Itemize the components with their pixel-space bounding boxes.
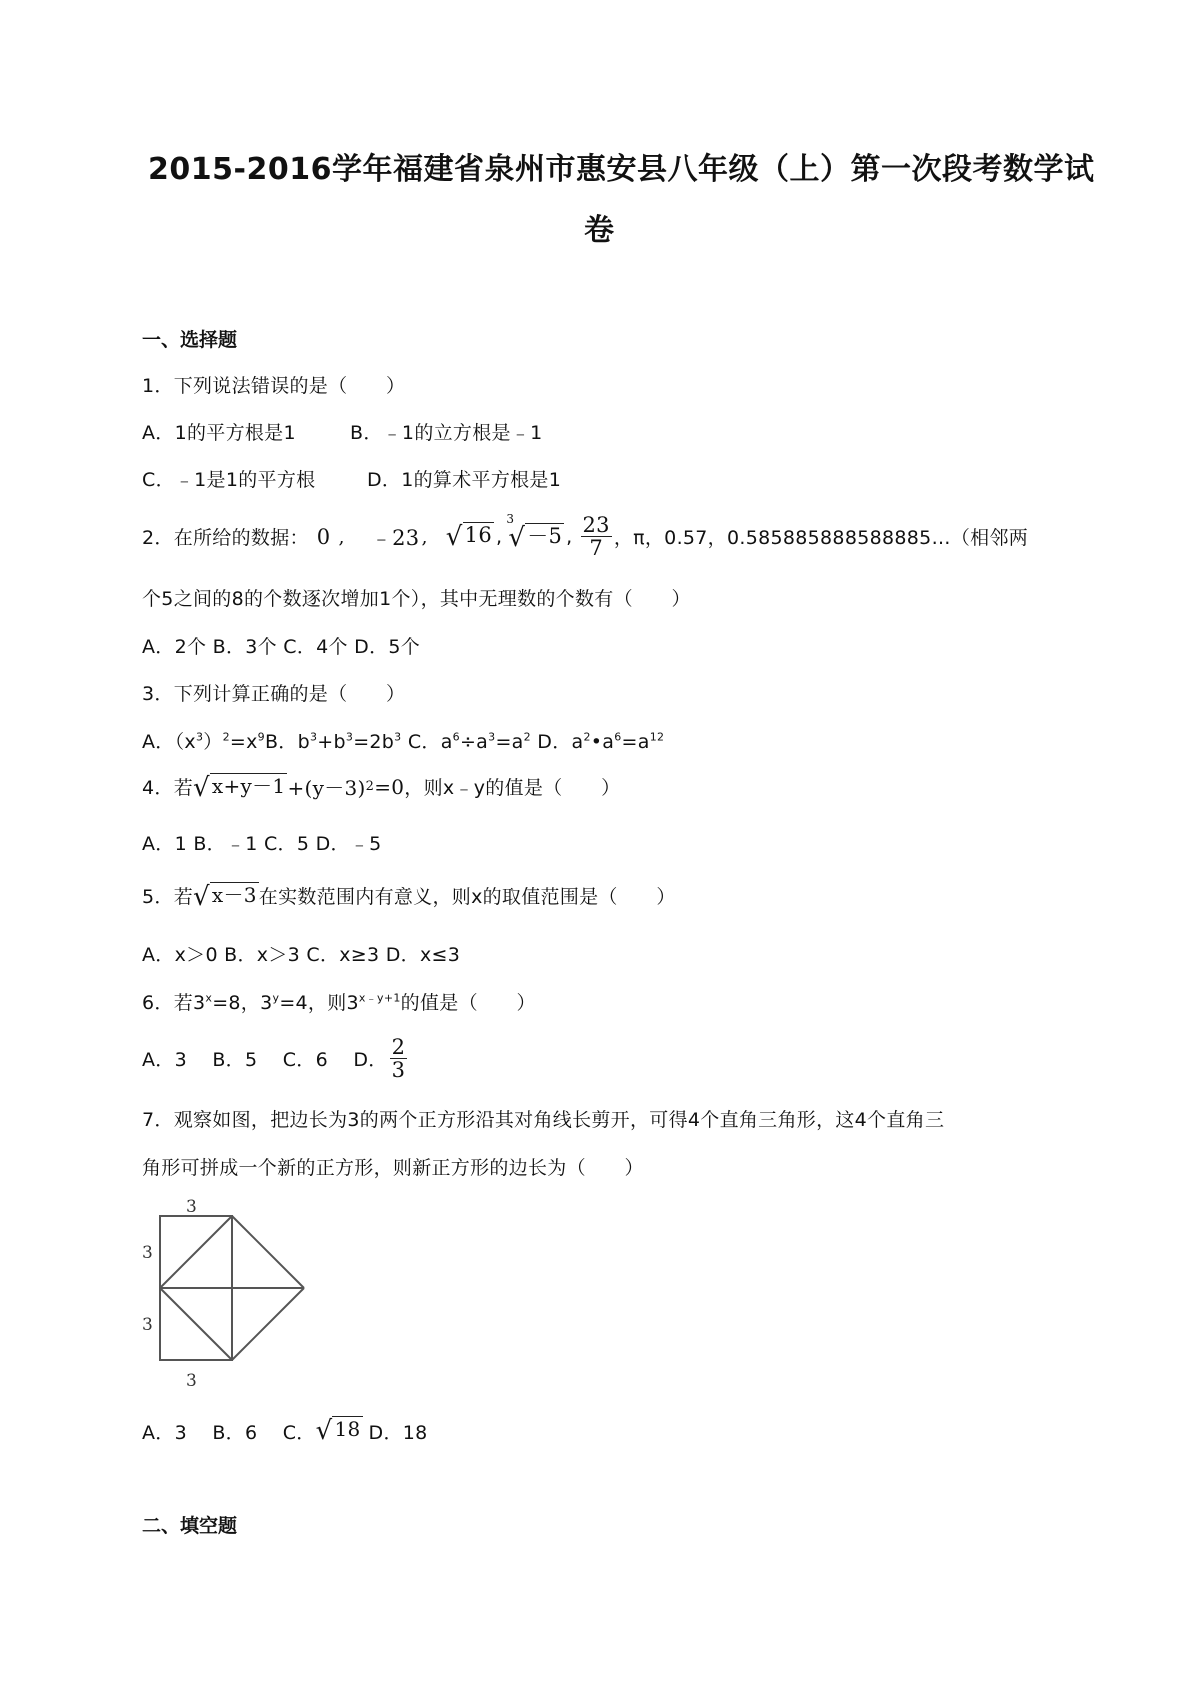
question-1-option-a: A．1的平方根是1	[142, 422, 296, 444]
q2-separator: ,	[338, 525, 345, 548]
q2-separator-3: ,	[495, 525, 503, 548]
q4-equals-zero: =0	[374, 774, 405, 799]
q7-options-before: A．3 B．6 C．	[142, 1421, 316, 1444]
fig-outer-edge-top	[232, 1216, 304, 1288]
question-4-stem: 4．若 √ x+y－1 +(y－3) 2 =0 ，则x﹣y的值是（ ）	[142, 770, 620, 803]
q2-fraction-23-7: $\frac{23}{7}$	[582, 513, 610, 561]
q2-separator-2: ,	[421, 525, 428, 548]
q5-radical: √ x－3	[193, 882, 257, 912]
question-5-options: A．x＞0 B．x＞3 C．x≥3 D．x≤3	[142, 944, 461, 966]
q2-rest: ，π，0.57，0.585885888588885…（相邻两	[613, 527, 1029, 550]
q7-options-after: D．18	[368, 1421, 428, 1444]
question-1-option-d: D．1的算术平方根是1	[367, 469, 562, 491]
section-heading-choice: 一、选择题	[142, 329, 238, 351]
question-3-stem: 3．下列计算正确的是（ ）	[142, 683, 406, 705]
question-1-stem: 1．下列说法错误的是（ ）	[142, 375, 406, 397]
question-7-options	[142, 1416, 428, 1446]
q2-number-neg23: ﹣23	[370, 525, 420, 550]
q2-cbrt-neg5: 3 √－5	[506, 512, 563, 554]
q4-prefix: 4．若	[142, 777, 193, 799]
q2-separator-4: ,	[566, 525, 573, 548]
q6-fraction-2-3: $\frac{2}{3}$	[391, 1035, 406, 1083]
question-2-line-2: 个5之间的8的个数逐次增加1个），其中无理数的个数有（ ）	[142, 588, 691, 610]
fig-label-top: 3	[186, 1197, 197, 1217]
fig-diagonal-top	[160, 1216, 232, 1288]
section-heading-fill-in: 二、填空题	[142, 1515, 238, 1537]
page-title: 2015-2016学年福建省泉州市惠安县八年级（上）第一次段考数学试	[148, 152, 1095, 187]
q2-number-zero: 0	[316, 524, 331, 549]
question-2-options: A．2个 B．3个 C．4个 D．5个	[142, 636, 421, 658]
fig-outer-edge-bottom	[232, 1288, 304, 1360]
question-3-options: A．$(x^3)^2=x^9B$．$b^3+b^3=2b^3$ C．$a^6\div a^3=a^2$ D．$a^2•a^6=a^{12}$	[142, 730, 665, 753]
q5-prefix: 5．若	[142, 886, 193, 908]
fig-diagonal-bottom	[160, 1288, 232, 1360]
question-1-option-b: B．﹣1的立方根是﹣1	[350, 422, 543, 444]
question-6-options	[142, 1036, 409, 1081]
question-1-option-c: C．﹣1是1的平方根	[142, 469, 316, 491]
question-7-figure	[140, 1196, 315, 1396]
question-5-stem	[142, 879, 676, 912]
fig-label-left-top: 3	[142, 1243, 153, 1263]
question-4-options: A．1 B．﹣1 C．5 D．﹣5	[142, 833, 382, 855]
fig-label-left-bottom: 3	[142, 1315, 153, 1335]
q7-sqrt-18: √ 18	[315, 1416, 361, 1446]
fig-label-bottom: 3	[186, 1371, 197, 1391]
q6-options-text: A．3 B．5 C．6 D．	[142, 1049, 388, 1072]
question-2-line-1	[142, 514, 1028, 559]
q4-square-term: +(y－3)	[287, 776, 366, 800]
q5-suffix: 在实数范围内有意义，则x的取值范围是（ ）	[258, 886, 676, 908]
page-title-continued: 卷	[584, 213, 615, 248]
q2-prefix: 2．在所给的数据：	[142, 527, 309, 550]
question-6-stem: 6．若$3^x=8$，$3^y=4$，则$3^{x﹣y+1}$的值是（ ）	[142, 991, 536, 1014]
question-7-line-2: 角形可拼成一个新的正方形，则新正方形的边长为（ ）	[142, 1157, 644, 1179]
q4-radical: √ x+y－1	[193, 773, 286, 803]
q4-suffix: ，则x﹣y的值是（ ）	[404, 777, 621, 799]
q2-sqrt-16: √16	[445, 521, 492, 552]
question-7-line-1: 7．观察如图，把边长为3的两个正方形沿其对角线长剪开，可得4个直角三角形，这4个直角三	[142, 1109, 945, 1131]
